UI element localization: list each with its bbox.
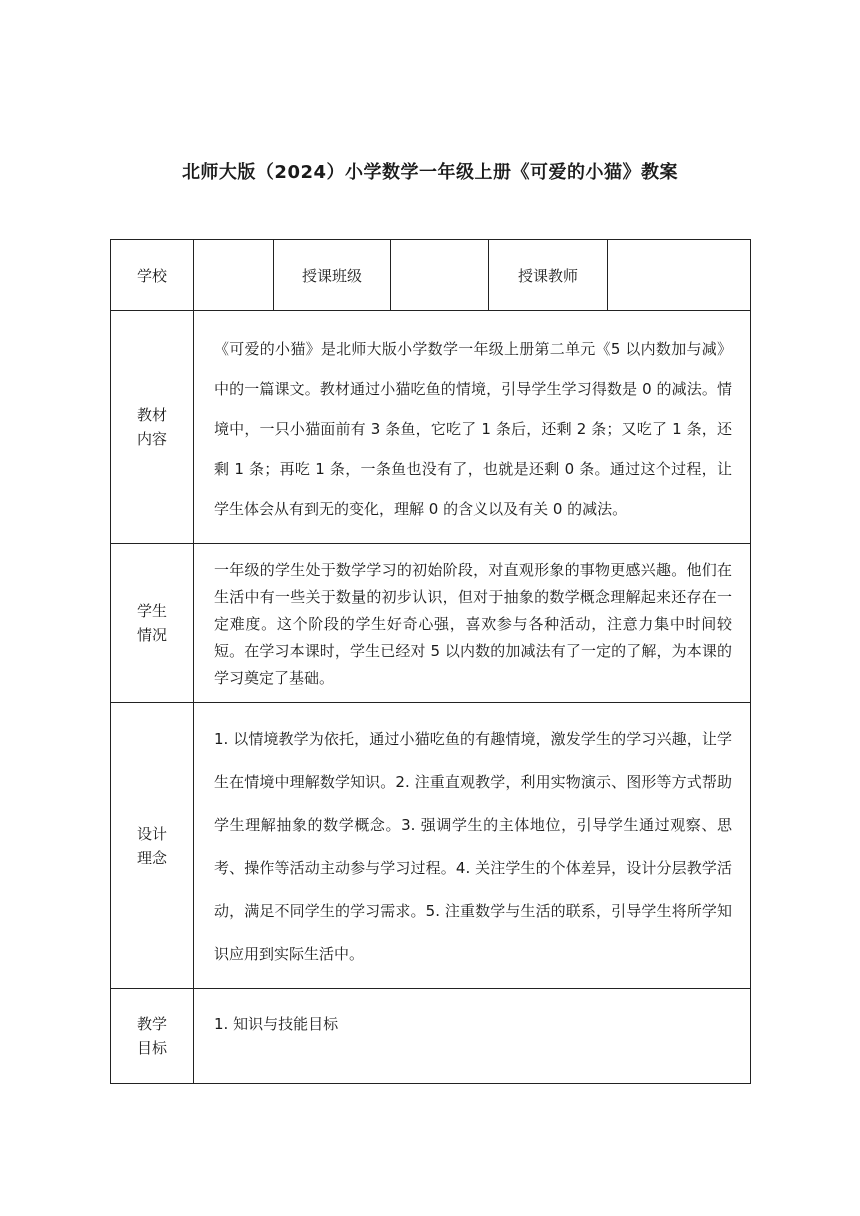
textbook-content-text: 《可爱的小猫》是北师大版小学数学一年级上册第二单元《5 以内数加与减》中的一篇课文。教材通过小猫吃鱼的情境，引导学生学习得数是 0 的减法。情境中，一只小猫面前有 3 条鱼，它吃了 1 条后，还剩 2 条；又吃了 1 条，还剩 1 条；再吃 1 条，一条鱼也没有了，也就是还剩 0 条。通过这个过程，让学生体会从有到无的变化，理解 0 的含义以及有关 0 的减法。	[194, 311, 751, 544]
teaching-goals-row	[111, 989, 751, 1084]
header-row	[111, 240, 751, 311]
student-situation-row	[111, 544, 751, 703]
textbook-content-label: 教材 内容	[111, 311, 194, 544]
student-situation-label: 学生 情况	[111, 544, 194, 703]
design-concept-text: 1. 以情境教学为依托，通过小猫吃鱼的有趣情境，激发学生的学习兴趣，让学生在情境中理解数学知识。2. 注重直观教学，利用实物演示、图形等方式帮助学生理解抽象的数学概念。3. 强调学生的主体地位，引导学生通过观察、思考、操作等活动主动参与学习过程。4. 关注学生的个体差异，设计分层教学活动，满足不同学生的学习需求。5. 注重数学与生活的联系，引导学生将所学知识应用到实际生活中。	[194, 703, 751, 989]
teaching-goals-text: 1. 知识与技能目标	[194, 989, 751, 1084]
school-label: 学校	[111, 240, 194, 311]
lesson-plan-table	[110, 239, 751, 1084]
class-value-cell[interactable]	[391, 240, 489, 311]
textbook-content-row	[111, 311, 751, 544]
student-situation-text: 一年级的学生处于数学学习的初始阶段，对直观形象的事物更感兴趣。他们在生活中有一些关于数量的初步认识，但对于抽象的数学概念理解起来还存在一定难度。这个阶段的学生好奇心强，喜欢参与各种活动，注意力集中时间较短。在学习本课时，学生已经对 5 以内数的加减法有了一定的了解，为本课的学习奠定了基础。	[194, 544, 751, 703]
teacher-value-cell[interactable]	[608, 240, 751, 311]
design-concept-row	[111, 703, 751, 989]
design-concept-label: 设计 理念	[111, 703, 194, 989]
teaching-goals-label: 教学 目标	[111, 989, 194, 1084]
teacher-label: 授课教师	[489, 240, 608, 311]
school-value-cell[interactable]	[194, 240, 274, 311]
document-title: 北师大版（2024）小学数学一年级上册《可爱的小猫》教案	[181, 162, 679, 183]
class-label: 授课班级	[274, 240, 391, 311]
